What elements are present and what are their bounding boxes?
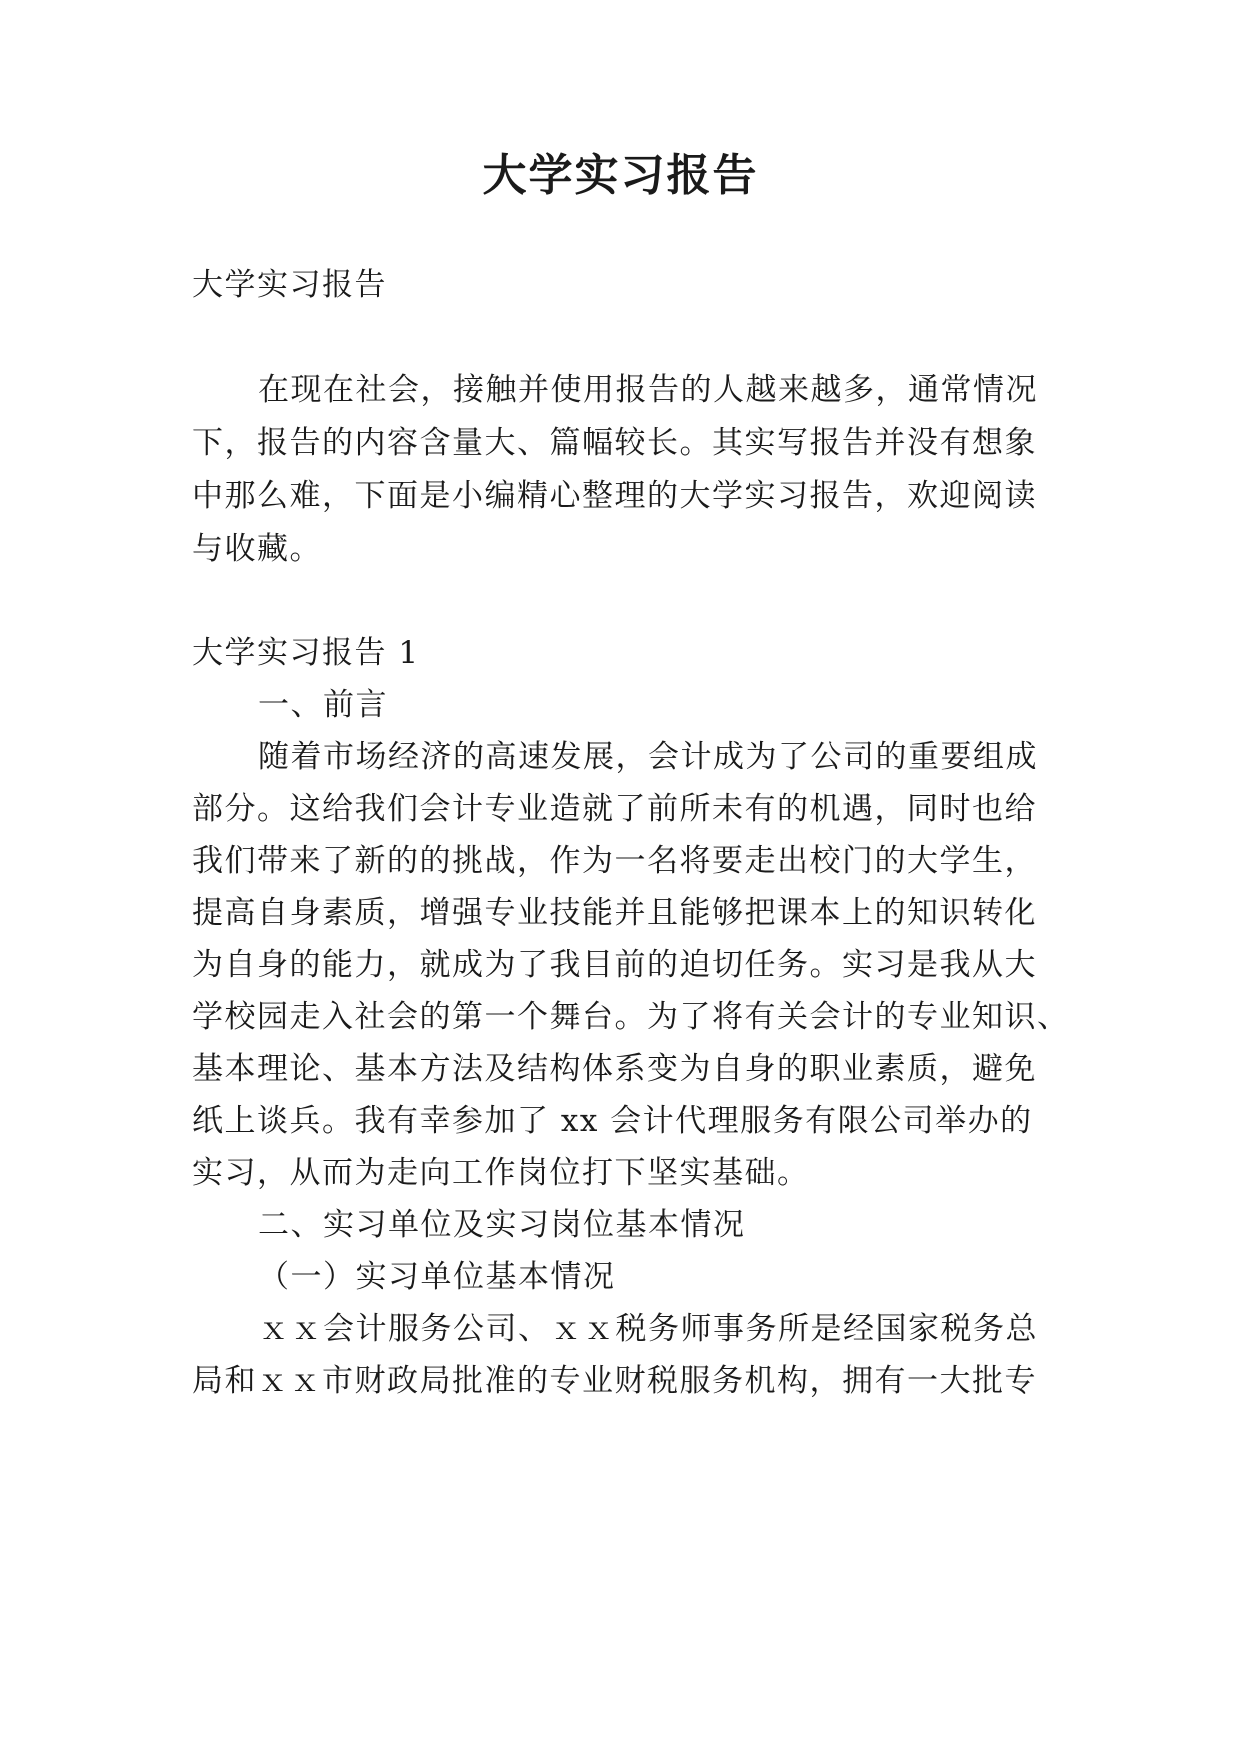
- body-line-4: 提高自身素质，增强专业技能并且能够把课本上的知识转化: [192, 895, 1037, 931]
- heading-subsection-1: （一）实习单位基本情况: [258, 1259, 616, 1295]
- body-line-6: 学校园走入社会的第一个舞台。为了将有关会计的专业知识、: [192, 999, 1070, 1035]
- intro-line-4: 与收藏。: [192, 531, 322, 567]
- section-heading-report-1: 大学实习报告 1: [192, 635, 420, 671]
- body-line-11: 局和ｘｘ市财政局批准的专业财税服务机构，拥有一大批专: [192, 1363, 1037, 1399]
- body-line-10: ｘｘ会计服务公司、ｘｘ税务师事务所是经国家税务总: [258, 1311, 1038, 1347]
- intro-line-1: 在现在社会，接触并使用报告的人越来越多，通常情况: [258, 372, 1038, 408]
- heading-preface: 一、前言: [258, 687, 388, 723]
- subtitle-line: 大学实习报告: [192, 267, 387, 303]
- body-line-9: 实习，从而为走向工作岗位打下坚实基础。: [192, 1155, 810, 1191]
- document-title: 大学实习报告: [482, 150, 759, 201]
- intro-line-2: 下，报告的内容含量大、篇幅较长。其实写报告并没有想象: [192, 425, 1037, 461]
- intro-line-3: 中那么难，下面是小编精心整理的大学实习报告，欢迎阅读: [192, 478, 1037, 514]
- heading-section-2: 二、实习单位及实习岗位基本情况: [258, 1207, 746, 1243]
- body-line-3: 我们带来了新的的挑战，作为一名将要走出校门的大学生，: [192, 843, 1037, 879]
- body-line-1: 随着市场经济的高速发展，会计成为了公司的重要组成: [258, 739, 1038, 775]
- body-line-8: 纸上谈兵。我有幸参加了 xx 会计代理服务有限公司举办的: [192, 1103, 1033, 1139]
- body-line-7: 基本理论、基本方法及结构体系变为自身的职业素质，避免: [192, 1051, 1037, 1087]
- body-line-2: 部分。这给我们会计专业造就了前所未有的机遇，同时也给: [192, 791, 1037, 827]
- body-line-5: 为自身的能力，就成为了我目前的迫切任务。实习是我从大: [192, 947, 1037, 983]
